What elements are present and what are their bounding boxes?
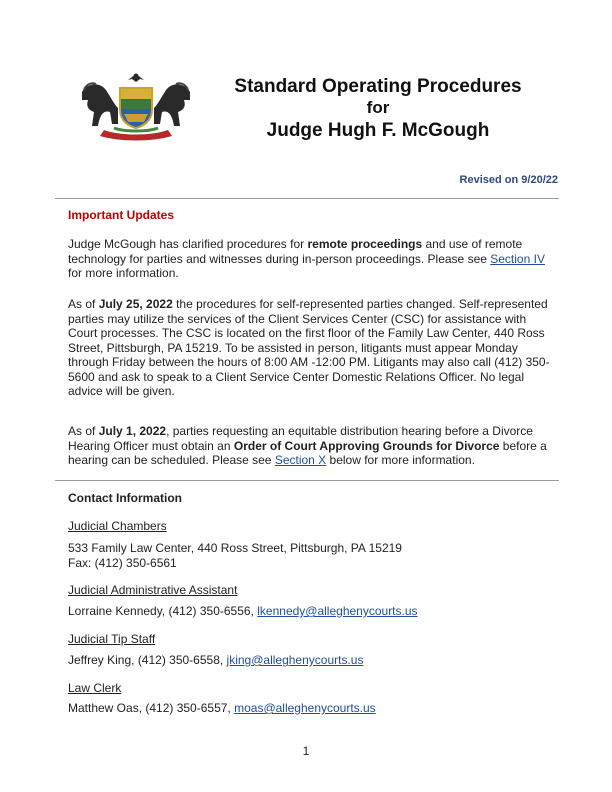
important-updates-heading: Important Updates [68,208,175,222]
tip-staff-label: Judicial Tip Staff [68,632,156,646]
divider [55,480,559,481]
revision-date: Revised on 9/20/22 [459,174,558,186]
tip-staff-contact: Jeffrey King, (412) 350-6558, jking@alleghenycourts.us [68,653,364,667]
judge-name: Judge Hugh F. McGough [266,120,490,141]
law-clerk-contact: Matthew Oas, (412) 350-6557, moas@alleghenycourts.us [68,701,376,715]
section-x-link[interactable]: Section X [274,453,327,467]
page-number: 1 [302,744,310,758]
update-paragraph-equitable-distribution: As of July 1, 2022, parties requesting an equitable distribution hearing before a Divorce Hearing Officer must obtain an Order of Court Approving Grounds for Divorce before a hearing can be scheduled. Please see Section X below for more information. [68,424,547,467]
document-title: Standard Operating Procedures [234,76,522,97]
pennsylvania-coat-of-arms-icon [74,70,198,142]
judicial-chambers-label: Judicial Chambers [68,519,167,533]
title-connector: for [366,98,390,117]
law-clerk-email-link[interactable]: moas@alleghenycourts.us [234,701,376,715]
divider [55,198,559,199]
update-paragraph-remote: Judge McGough has clarified procedures for remote proceedings and use of remote technology for parties and witnesses during in-person proceedings. Please see Section IV for more information. [68,237,545,280]
law-clerk-label: Law Clerk [68,681,122,695]
chambers-address: 533 Family Law Center, 440 Ross Street, Pittsburgh, PA 15219 [68,541,402,555]
administrative-assistant-label: Judicial Administrative Assistant [68,583,238,597]
admin-email-link[interactable]: lkennedy@alleghenycourts.us [257,604,418,618]
tip-staff-email-link[interactable]: jking@alleghenycourts.us [226,653,364,667]
update-paragraph-self-represented: As of July 25, 2022 the procedures for self-represented parties changed. Self-represented parties may utilize the services of the Client Services Center (CSC) for assistance with Court processes. The CSC is located on the first floor of the Family Law Center, 440 Ross Street, Pittsburgh, PA 15219. To be assisted in person, litigants must appear Monday through Friday between the hours of 8:00 AM -12:00 PM. Litigants may also call (412) 350-5600 and ask to speak to a Client Service Center Domestic Relations Officer. No legal advice will be given. [68,297,550,398]
administrative-assistant-contact: Lorraine Kennedy, (412) 350-6556, lkennedy@alleghenycourts.us [68,604,418,618]
contact-information-heading: Contact Information [68,491,182,505]
chambers-fax: Fax: (412) 350-6561 [68,556,177,570]
section-iv-link[interactable]: Section IV [490,251,545,266]
